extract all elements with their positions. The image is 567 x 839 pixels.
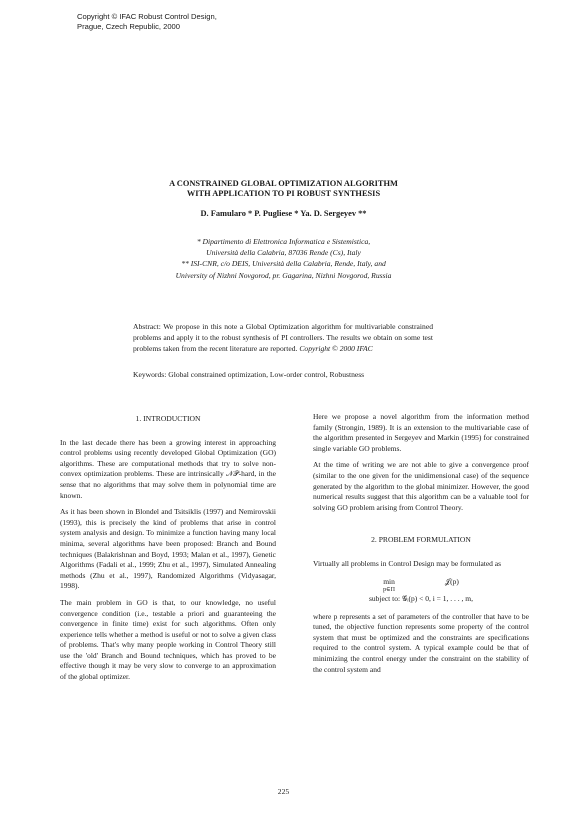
- affiliation-line: University of Nizhni Novgorod, pr. Gagarina, Nizhni Novgorod, Russia: [175, 270, 392, 280]
- affiliations: [60, 236, 507, 281]
- paper-title: [60, 179, 507, 199]
- affiliation-line: ** ISI-CNR, c/o DEIS, Università della Calabria, Rende, Italy, and: [181, 259, 386, 269]
- authors: D. Famularo * P. Pugliese * Ya. D. Sergeyev **: [200, 209, 367, 218]
- page-number: 225: [277, 787, 290, 796]
- copyright-line-1: Copyright © IFAC Robust Control Design,: [77, 12, 217, 21]
- paragraph: In the last decade there has been a growing interest in approaching control problems using recently developed Global Optimization (GO) algorithms. These are computational methods that try to solve non-convex optimization problems. These are intrinsically 𝒩𝒫-hard, in the sense that no algorithms that may solve them in polynomial time are known.: [60, 437, 276, 500]
- equation-subscript: p∈Π: [383, 586, 395, 593]
- section-heading-introduction: 1. INTRODUCTION: [135, 414, 201, 423]
- keywords: Keywords: Global constrained optimization, Low-order control, Robustness: [133, 370, 365, 379]
- equation-min: min p∈Π: [383, 576, 395, 593]
- left-column: [60, 412, 276, 689]
- paragraph: As it has been shown in Blondel and Tsitsiklis (1997) and Nemirovskii (1993), this is precisely the kind of problems that arise in control system analysis and design. To minimize a function having many local minima, several algorithms have been proposed: Branch and Bound techniques (Balakrishnan and Boyd, 1993; Malan et al., 1997), Genetic Algorithms (Fadali et al., 1999; Zhu et al., 1997), Simulated Annealing methods (Zhu et al., 1997), Randomized Algorithms (Vidyasagar, 1998).: [60, 507, 276, 591]
- abstract: [133, 321, 433, 355]
- abstract-text: Abstract: We propose in this note a Global Optimization algorithm for multivariable constrained problems and apply it to the robust synthesis of PI controllers. The results we obtain on some test problems taken from the recent literature are reported.: [133, 322, 433, 354]
- paragraph: Virtually all problems in Control Design may be formulated as: [313, 558, 502, 568]
- title-line-2: WITH APPLICATION TO PI ROBUST SYNTHESIS: [186, 189, 381, 198]
- paragraph: Here we propose a novel algorithm from the information method family (Strongin, 1989). It is an extension to the multivariable case of the algorithm presented in Sergeyev and Markin (1995) for constrained single variable GO problems.: [313, 412, 529, 453]
- optimization-equation: [313, 576, 529, 604]
- abstract-copyright: Copyright © 2000 IFAC: [299, 344, 373, 354]
- affiliation-line: Università della Calabria, 87036 Rende (Cs), Italy: [206, 248, 361, 258]
- section-heading-problem-formulation: 2. PROBLEM FORMULATION: [371, 535, 471, 545]
- paragraph: The main problem in GO is that, to our knowledge, no useful convergence condition (i.e., testable a priori and guaranteeing the convergence in finite time) exist for such algorithms. Often only experience tells whether a method is useful or not to solve a given class of problems. That's why many people working in Control Theory still use the 'old' Branch and Bound techniques, which has proved to be effective though it may be very slow to converge to an approximation of the global optimizer.: [60, 597, 276, 682]
- right-column: [313, 412, 529, 681]
- paragraph: where p represents a set of parameters of the controller that have to be tuned, the objective function represents some property of the control system that must be optimized and the constraints are specifications required to the control system. A typical example could be that of minimizing the control energy under the constraint on the stability of the control system and: [313, 611, 529, 674]
- equation-objective: 𝒥(p): [444, 576, 459, 586]
- copyright-notice: [77, 12, 217, 32]
- title-line-1: A CONSTRAINED GLOBAL OPTIMIZATION ALGORITHM: [169, 179, 398, 188]
- paragraph: At the time of writing we are not able to give a convergence proof (similar to the one given for the unidimensional case) of the sequence generated by the algorithm to the global minimizer. However, the good numerical results suggest that this algorithm can be a valuable tool for solving GO problem arising from Control Theory.: [313, 460, 529, 512]
- affiliation-line: * Dipartimento di Elettronica Informatica e Sistemistica,: [196, 237, 371, 246]
- copyright-line-2: Prague, Czech Republic, 2000: [77, 22, 181, 31]
- equation-constraint: subject to: 𝒢ᵢ(p) < 0, i = 1, . . . , m,: [369, 593, 473, 603]
